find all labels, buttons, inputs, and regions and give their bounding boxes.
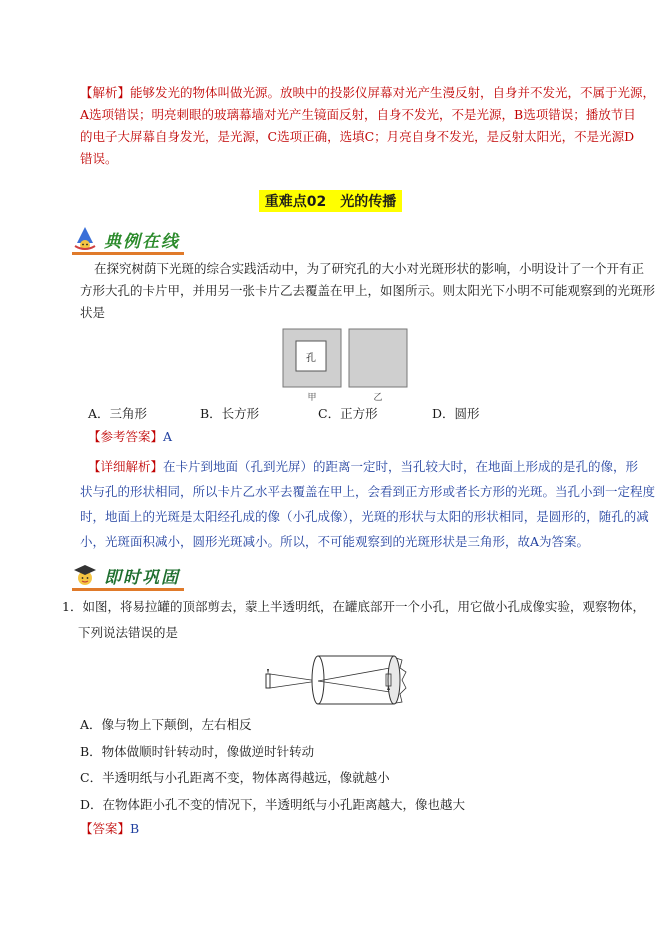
banner-practice [72,562,180,588]
practice-answer-value: B [130,821,140,836]
practice-option-d: D．在物体距小孔不变的情况下，半透明纸与小孔距离越大，像也越大 [80,796,466,812]
section-title: 重难点02 光的传播 [259,190,402,212]
translucent-paper [388,656,400,704]
practice-option-a: A．像与物上下颠倒，左右相反 [80,717,252,732]
wizard-icon [72,226,98,252]
analysis-line-1: 能够发光的物体叫做光源。放映中的投影仪屏幕对光产生漫反射，自身并不发光，不属于光源， [130,85,656,100]
example-line-2: 方形大孔的卡片甲，并用另一张卡片乙去覆盖在甲上，如图所示。则太阳光下小明不可能观察到的光斑形 [80,283,656,298]
card-b-label: 乙 [373,393,383,402]
card-b [349,329,407,387]
option-c: C．正方形 [318,406,378,421]
pinhole-can-figure [262,648,414,706]
practice-options [80,712,600,818]
explain-line-3: 时，地面上的光斑是太阳经孔成的像（小孔成像），光斑的形状与太阳的形状相同，是圆形的，随孔的减 [80,509,649,524]
example-line-3: 状是 [80,305,106,320]
card-figure [280,326,410,402]
explain-line-1: 在卡片到地面（孔到光屏）的距离一定时，当孔较大时，在地面上形成的是孔的像，形 [163,459,639,474]
banner-example-text: 典例在线 [104,231,180,252]
option-d: D．圆形 [432,406,480,421]
reference-answer [88,426,172,448]
option-b: B．长方形 [200,406,260,421]
practice-line-1: 如图，将易拉罐的顶部剪去，蒙上半透明纸，在罐底部开一个小孔，用它做小孔成像实验，观察物体， [82,599,645,614]
banner-example [72,226,180,252]
reference-answer-tag: 【参考答案】 [88,429,164,444]
banner-example-underline [72,252,184,255]
example-line-1: 在探究树荫下光斑的综合实践活动中，为了研究孔的大小对光斑形状的影响，小明设计了一个开有正 [94,261,645,276]
candle-flame [267,669,269,674]
analysis-line-3: 的电子大屏幕自身发光，是光源，C选项正确，选填C；月亮自身不发光，是反射太阳光，不是光源D [80,129,635,144]
option-a: A．三角形 [88,406,148,421]
practice-option-c: C．半透明纸与小孔距离不变，物体离得越远，像就越小 [80,770,390,785]
explain-line-4: 小，光斑面积减小，圆形光斑减小。所以，不可能观察到的光斑形状是三角形，故A为答案。 [80,534,590,549]
card-a-label: 甲 [307,393,317,402]
practice-option-b: B．物体做顺时针转动时，像做逆时针转动 [80,743,315,759]
detailed-explanation [80,454,656,554]
graduate-icon [72,562,98,588]
explain-tag: 【详细解析】 [88,459,164,474]
practice-answer [80,818,139,840]
practice-answer-tag: 【答案】 [80,821,131,836]
candle [266,674,270,688]
banner-practice-underline [72,588,184,591]
practice-number: 1． [62,599,83,614]
explain-line-2: 状与孔的形状相同，所以卡片乙水平去覆盖在甲上，会看到正方形或者长方形的光斑。当孔小到一定程度 [80,484,656,499]
analysis-line-2: A选项错误；明亮刺眼的玻璃幕墙对光产生镜面反射，自身不发光，不是光源，B选项错误；播放节目 [80,107,636,122]
analysis-tag: 【解析】 [80,85,131,100]
banner-practice-text: 即时巩固 [104,567,180,588]
analysis-block [80,82,656,170]
hole-label: 孔 [306,353,316,364]
reference-answer-value: A [163,429,173,444]
section-title-wrap [0,190,661,212]
practice-question [62,596,645,644]
example-question [80,258,656,324]
practice-line-2: 下列说法错误的是 [78,625,179,640]
analysis-line-4: 错误。 [80,151,118,166]
